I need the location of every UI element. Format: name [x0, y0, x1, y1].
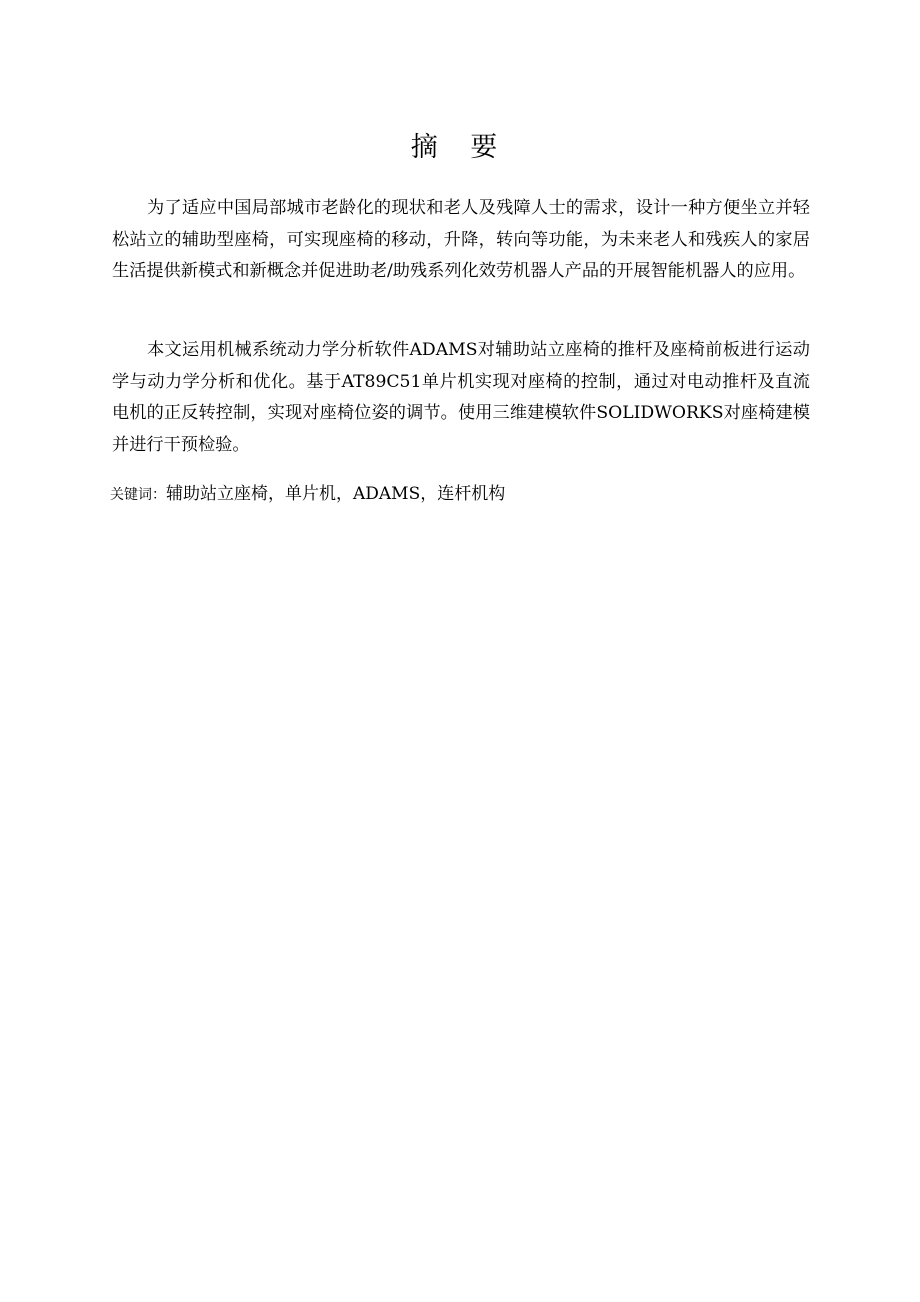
keywords-text: 辅助站立座椅，单片机，ADAMS，连杆机构 — [166, 484, 506, 504]
keywords-label: 关键词： — [110, 487, 166, 503]
abstract-paragraph-1: 为了适应中国局部城市老龄化的现状和老人及残障人士的需求，设计一种方便坐立并轻松站立的辅助型座椅，可实现座椅的移动，升降，转向等功能，为未来老人和残疾人的家居生活提供新模式和新概念并促进助老/助残系列化效劳机器人产品的开展智能机器人的应用。 — [112, 198, 810, 281]
abstract-paragraph-2: 本文运用机械系统动力学分析软件ADAMS对辅助站立座椅的推杆及座椅前板进行运动学与动力学分析和优化。基于AT89C51单片机实现对座椅的控制，通过对电动推杆及直流电机的正反转控制，实现对座椅位姿的调节。使用三维建模软件SOLIDWORKS对座椅建模并进行干预检验。 — [112, 340, 810, 455]
keywords-line — [110, 479, 810, 510]
abstract-title: 摘 要 — [410, 132, 510, 163]
